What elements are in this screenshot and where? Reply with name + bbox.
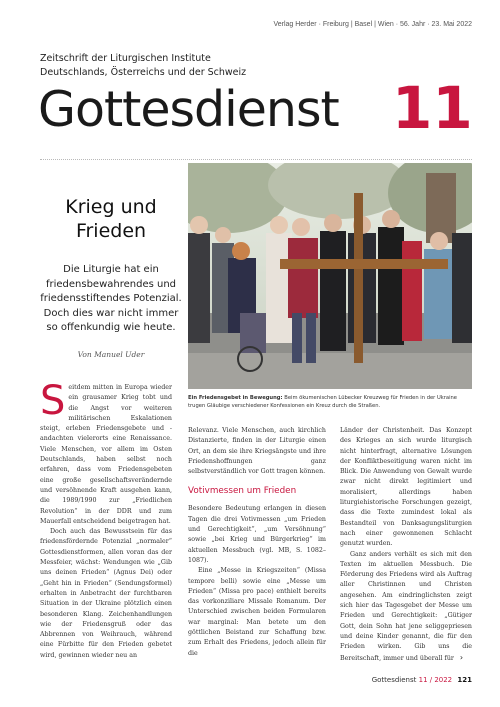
article-title: Krieg und Frieden [65,196,157,242]
article-column-3 [340,426,472,664]
journal-subtitle [40,52,246,80]
drop-cap: S [40,378,66,424]
page-footer [372,676,472,684]
subtitle-line-1: Zeitschrift der Liturgischen Institute [40,53,211,64]
publisher-line: Verlag Herder · Freiburg | Basel | Wien · 56. Jahr · 23. Mai 2022 [273,21,472,28]
paragraph-text: eitdem mitten in Europa wieder ein grausamer Krieg tobt und die Angst vor weiteren militärischen Eskalationen steigt, erleben Friedensgebete und -andachten vielerorts eine Renaissance. Viele Menschen, vor allem im Osten Deutschlands, haben selbst noch erfahren, dass vom Friedensgebeten eine große gesellschaftsverändernde und versöhnende Kraft ausgehen kann, die 1989/1990 zur „Friedlichen Revolution“ in der DDR und zum Mauerfall entscheidend beigetragen hat. [40,384,172,525]
procession-photo [188,163,472,389]
article-paragraph: Eine „Messe in Kriegszeiten“ (Missa tempore belli) sowie eine „Messe um Frieden“ (Missa pro pace) enthielt bereits das vorkonziliare Missale Romanum. Der Unterschied zwischen beiden Formularen war marginal: Man betete um den göttlichen Beistand zur Schaffung bzw. zum Erhalt des Friedens, jedoch allein für die [188,567,326,657]
article-paragraph: Doch auch das Bewusstsein für das friedensfördernde Potenzial „normaler“ Gottesdienstformen, allen voran das der Messfeier, wächst: Wendungen wie „Gib uns deinen Frieden“ (Agnus Dei) oder „Geht hin in Frieden“ (Sendungsformel) erhalten in Anbetracht der furchtbaren Situation in der Ukraine plötzlich einen besonderen Klang. Zeichenhandlungen wie der Friedensgruß oder das Abbrennen von Weihrauch, während eine Fürbitte für den Frieden gebetet wird, gewinnen wieder neu an [40,528,172,659]
article-column-1 [40,378,172,661]
article-paragraph: Besondere Bedeutung erlangen in diesen Tagen die drei Votivmessen „um Frieden und Gerechtigkeit“, „um Versöhnung“ sowie „bei Krieg und Bürgerkrieg“ im aktuellen Messbuch (vgl. MB, S. 1082–1087). [188,505,326,564]
article-paragraph [340,550,472,664]
photo-caption [188,394,474,411]
footer-issue: 11 / 2022 [418,676,453,684]
article-teaser: Die Liturgie hat ein friedensbewahrendes und friedensstiftendes Potenzial. Doch dies war nicht immer so offenkundig wie heute. [40,264,182,334]
article-paragraph [40,378,172,527]
article-column-2 [188,426,326,659]
caption-lead: Ein Friedensgebet in Bewegung: [188,395,283,401]
header-divider [40,159,472,160]
page-number: 121 [457,676,472,684]
caption-text: Beim ökumenischen Lübecker Kreuzweg für Frieden in der Ukraine trugen Gläubige verschiedener Konfessionen ein Kreuz durch die Straßen. [188,395,457,410]
article-byline: Von Manuel Uder [77,350,145,359]
issue-number: 11 [392,74,473,142]
masthead-title: Gottesdienst [38,81,339,138]
continue-arrow-icon: › [459,652,464,662]
section-subhead: Votivmessen um Frieden [188,486,297,497]
footer-title: Gottesdienst [371,676,417,684]
procession-photo-illustration [188,163,472,389]
subtitle-line-2: Deutschlands, Österreichs und der Schweiz [40,67,247,78]
article-paragraph: Länder der Christenheit. Das Konzept des Krieges an sich wurde liturgisch nicht hinterfragt, alternative Lösungen der Konfliktbeseitigung waren nicht im Blick. Die Anwendung von Gewalt wurde zwar nicht direkt legitimiert und moralisiert, allerdings haben liturgiehistorische Forschungen gezeigt, dass die Texte zumindest lokal als Bestandteil von Danksagungsliturgien nach einer gewonnenen Schlacht genutzt wurden. [340,427,472,548]
article-paragraph: Relevanz. Viele Menschen, auch kirchlich Distanzierte, finden in der Liturgie einen Ort, an dem sie ihre Kriegsängste und ihre Friedenshoffnungen ganz selbstverständlich vor Gott tragen können. [188,427,326,476]
paragraph-text: Ganz anders verhält es sich mit den Texten im aktuellen Messbuch. Die Förderung des Friedens wird als Auftrag aller Christinnen und Christen angesehen. Am eindringlichsten zeigt sich hier das Tagesgebet der Messe um Frieden und Gerechtigkeit: „Gütiger Gott, dein Sohn hat jene seliggepriesen und deine Kinder genannt, die für den Frieden wirken. Gib uns die Bereitschaft, immer und überall für [340,550,472,662]
